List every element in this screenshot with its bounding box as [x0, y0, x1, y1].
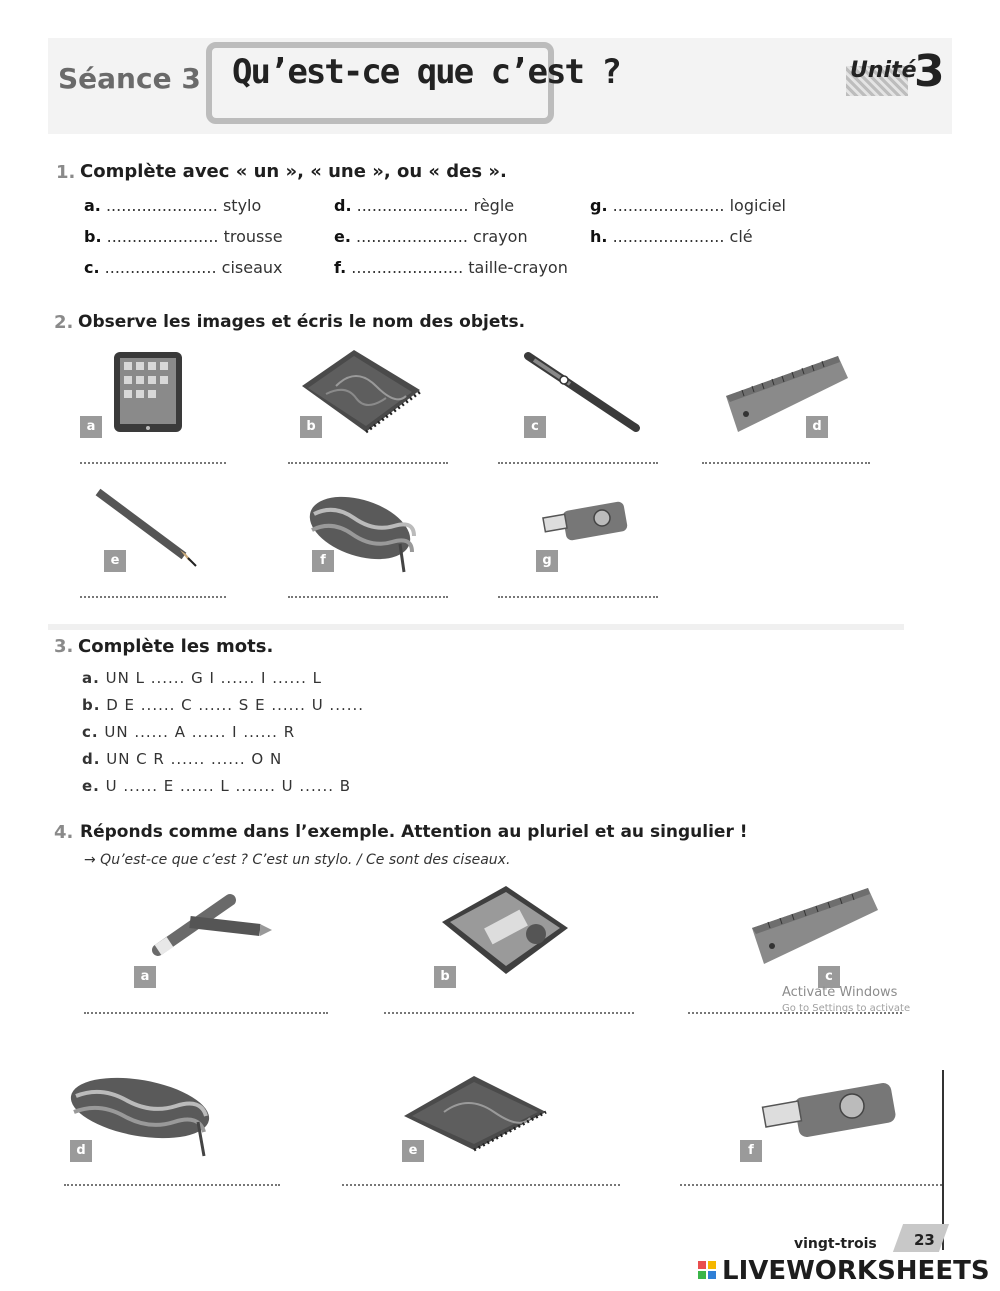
answer-line[interactable] — [498, 462, 658, 464]
word-puzzle[interactable]: UN L ...... G I ...... I ...... L — [105, 669, 322, 687]
tablet-image — [112, 350, 184, 434]
word-puzzle[interactable]: U ...... E ...... L ....... U ...... B — [105, 777, 352, 795]
answer-line[interactable] — [498, 596, 658, 598]
item-word: règle — [473, 196, 515, 215]
image-label-f: f — [312, 550, 334, 572]
answer-line[interactable] — [342, 1184, 620, 1186]
ex3-number: 3. — [54, 636, 74, 657]
answer-line[interactable] — [288, 462, 448, 464]
item-word: taille-crayon — [468, 258, 568, 277]
crayons-image — [150, 892, 274, 964]
item-letter: d. — [82, 750, 101, 768]
image-label-b: b — [300, 416, 322, 438]
item-letter: d. — [334, 196, 352, 215]
item-word: trousse — [223, 227, 283, 246]
blank-input[interactable]: ...................... — [356, 196, 469, 215]
ex3-item-e[interactable] — [82, 777, 351, 795]
image-label-f: f — [740, 1140, 762, 1162]
item-word: clé — [729, 227, 753, 246]
image-label-e: e — [104, 550, 126, 572]
ex1-item-e — [334, 227, 528, 246]
unite-number: 3 — [914, 46, 945, 97]
ex1-item-g — [590, 196, 786, 215]
ex1-item-f — [334, 258, 568, 277]
item-letter: c. — [84, 258, 100, 277]
answer-line[interactable] — [64, 1184, 280, 1186]
ex4-instruction: Réponds comme dans l’exemple. Attention au pluriel et au singulier ! — [80, 822, 748, 842]
usb-key-image — [540, 500, 630, 544]
word-puzzle[interactable]: UN ...... A ...... I ...... R — [104, 723, 296, 741]
blank-input[interactable]: ...................... — [612, 227, 725, 246]
item-letter: f. — [334, 258, 347, 277]
answer-line[interactable] — [84, 1012, 328, 1014]
item-word: stylo — [222, 196, 262, 215]
ruler-image — [722, 352, 852, 436]
word-puzzle[interactable]: UN C R ...... ...... O N — [106, 750, 283, 768]
image-label-b: b — [434, 966, 456, 988]
software-box-image — [436, 882, 574, 978]
liveworksheets-brand: LIVEWORKSHEETS — [722, 1256, 990, 1286]
activate-windows-text: Activate Windows — [782, 985, 898, 1000]
ex1-instruction: Complète avec « un », « une », ou « des ». — [80, 161, 507, 182]
seance-label: Séance 3 — [58, 62, 201, 95]
item-letter: b. — [82, 696, 101, 714]
page-title: Qu’est-ce que c’est ? — [232, 52, 620, 92]
answer-line[interactable] — [702, 462, 870, 464]
ex3-item-d[interactable] — [82, 750, 282, 768]
item-letter: e. — [334, 227, 351, 246]
image-label-e: e — [402, 1140, 424, 1162]
item-letter: c. — [82, 723, 99, 741]
image-label-a: a — [80, 416, 102, 438]
image-label-c: c — [818, 966, 840, 988]
image-label-d: d — [806, 416, 828, 438]
liveworksheets-logo-icon — [698, 1261, 718, 1281]
image-label-c: c — [524, 416, 546, 438]
ex4-example: → Qu’est-ce que c’est ? C’est un stylo. / Ce sont des ciseaux. — [84, 852, 511, 868]
ex1-number: 1. — [56, 162, 76, 183]
section-divider — [48, 624, 904, 630]
image-label-d: d — [70, 1140, 92, 1162]
item-letter: a. — [82, 669, 100, 687]
answer-line[interactable] — [80, 596, 226, 598]
image-label-g: g — [536, 550, 558, 572]
blank-input[interactable]: ...................... — [106, 227, 219, 246]
page-number: 23 — [914, 1231, 935, 1249]
item-word: logiciel — [729, 196, 786, 215]
page-word: vingt-trois — [794, 1236, 877, 1252]
blank-input[interactable]: ...................... — [105, 196, 218, 215]
answer-line[interactable] — [384, 1012, 634, 1014]
activate-windows-subtext: Go to Settings to activate — [782, 1003, 911, 1014]
answer-line[interactable] — [80, 462, 226, 464]
answer-line[interactable] — [288, 596, 448, 598]
item-letter: e. — [82, 777, 100, 795]
blank-input[interactable]: ...................... — [351, 258, 464, 277]
ex1-item-c — [84, 258, 282, 277]
blank-input[interactable]: ...................... — [612, 196, 725, 215]
item-letter: b. — [84, 227, 102, 246]
item-letter: h. — [590, 227, 608, 246]
ex3-item-a[interactable] — [82, 669, 322, 687]
answer-line[interactable] — [680, 1184, 942, 1186]
ex1-item-d — [334, 196, 514, 215]
page-edge-line — [942, 1070, 944, 1250]
ex3-item-c[interactable] — [82, 723, 295, 741]
usb-key-image — [760, 1080, 900, 1142]
ruler-image — [748, 884, 882, 968]
word-puzzle[interactable]: D E ...... C ...... S E ...... U ...... — [106, 696, 365, 714]
ex2-instruction: Observe les images et écris le nom des objets. — [78, 312, 526, 332]
ex1-item-b — [84, 227, 283, 246]
ex3-instruction: Complète les mots. — [78, 636, 274, 657]
blank-input[interactable]: ...................... — [356, 227, 468, 246]
item-word: crayon — [473, 227, 528, 246]
blank-input[interactable]: ...................... — [104, 258, 217, 277]
item-letter: g. — [590, 196, 608, 215]
ex3-item-b[interactable] — [82, 696, 364, 714]
item-letter: a. — [84, 196, 101, 215]
image-label-a: a — [134, 966, 156, 988]
item-word: ciseaux — [221, 258, 283, 277]
ex2-number: 2. — [54, 312, 74, 333]
ex4-number: 4. — [54, 822, 74, 843]
ex1-item-a — [84, 196, 261, 215]
unite-label: Unité — [850, 58, 917, 83]
ex1-item-h — [590, 227, 753, 246]
